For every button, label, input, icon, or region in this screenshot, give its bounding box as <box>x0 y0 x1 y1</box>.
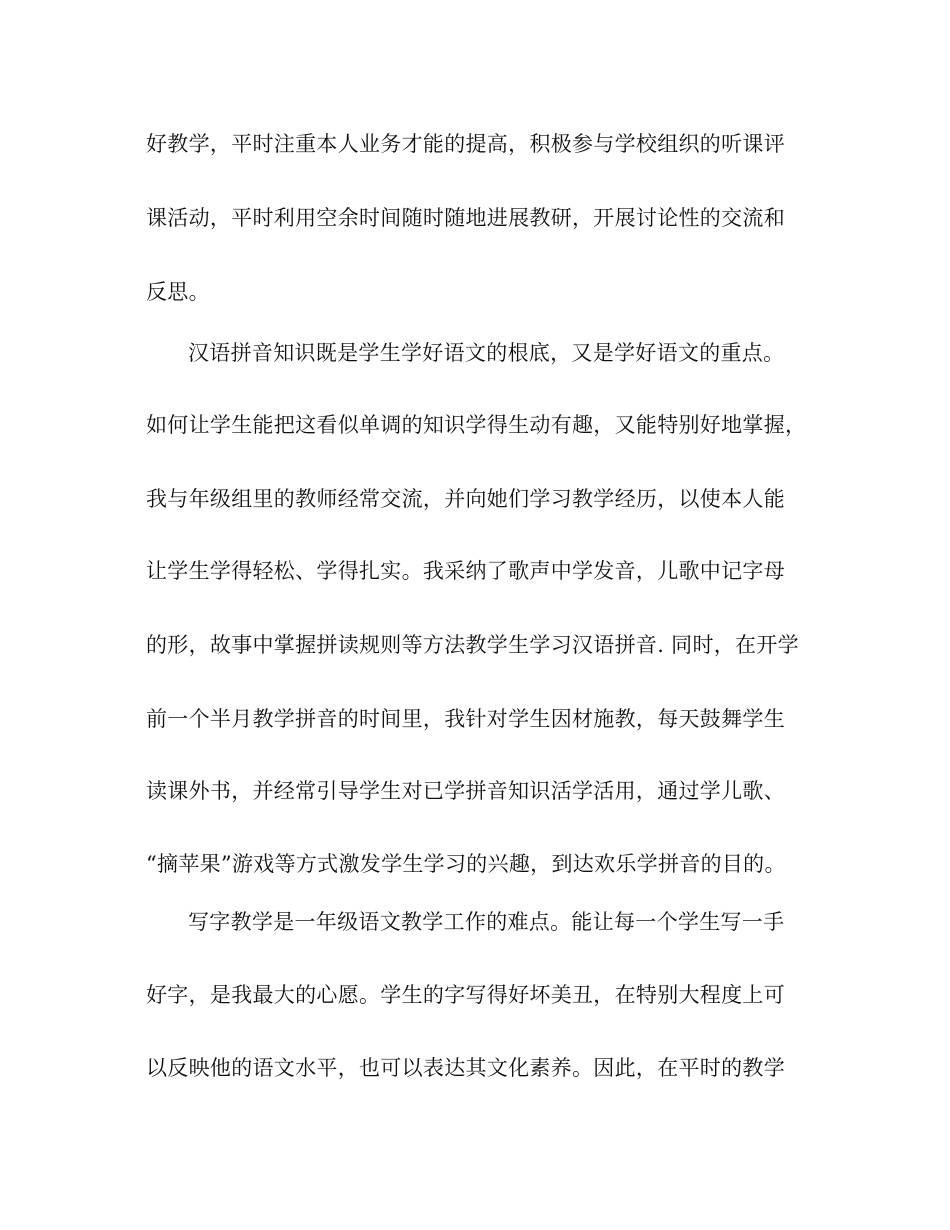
text-line-3: 反思。 <box>146 280 210 304</box>
text-line-6: 我与年级组里的教师经常交流，并向她们学习教学经历，以使本人能 <box>146 487 785 511</box>
text-line-11: “摘苹果”游戏等方式激发学生学习的兴趣，到达欢乐学拼音的目的。 <box>146 852 786 876</box>
text-line-9: 前一个半月教学拼音的时间里，我针对学生因材施教，每天鼓舞学生 <box>146 707 785 731</box>
text-line-7: 让学生学得轻松、学得扎实。我采纳了歌声中学发音，儿歌中记字母 <box>146 559 785 583</box>
text-line-5: 如何让学生能把这看似单调的知识学得生动有趣，又能特别好地掌握， <box>146 413 807 437</box>
text-line-12: 写字教学是一年级语文教学工作的难点。能让每一个学生写一手 <box>188 910 785 934</box>
text-line-8: 的形，故事中掌握拼读规则等方法教学生学习汉语拼音. 同时，在开学 <box>146 633 799 657</box>
text-line-14: 以反映他的语文水平，也可以表达其文化素养。因此，在平时的教学 <box>146 1056 785 1080</box>
text-line-4: 汉语拼音知识既是学生学好语文的根底，又是学好语文的重点。 <box>188 341 785 365</box>
text-line-10: 读课外书，并经常引导学生对已学拼音知识活学活用，通过学儿歌、 <box>146 779 785 803</box>
text-line-13: 好字，是我最大的心愿。学生的字写得好坏美丑，在特别大程度上可 <box>146 983 785 1007</box>
text-line-1: 好教学，平时注重本人业务才能的提高，积极参与学校组织的听课评 <box>146 132 785 156</box>
text-line-2: 课活动，平时利用空余时间随时随地进展教研，开展讨论性的交流和 <box>146 206 785 230</box>
